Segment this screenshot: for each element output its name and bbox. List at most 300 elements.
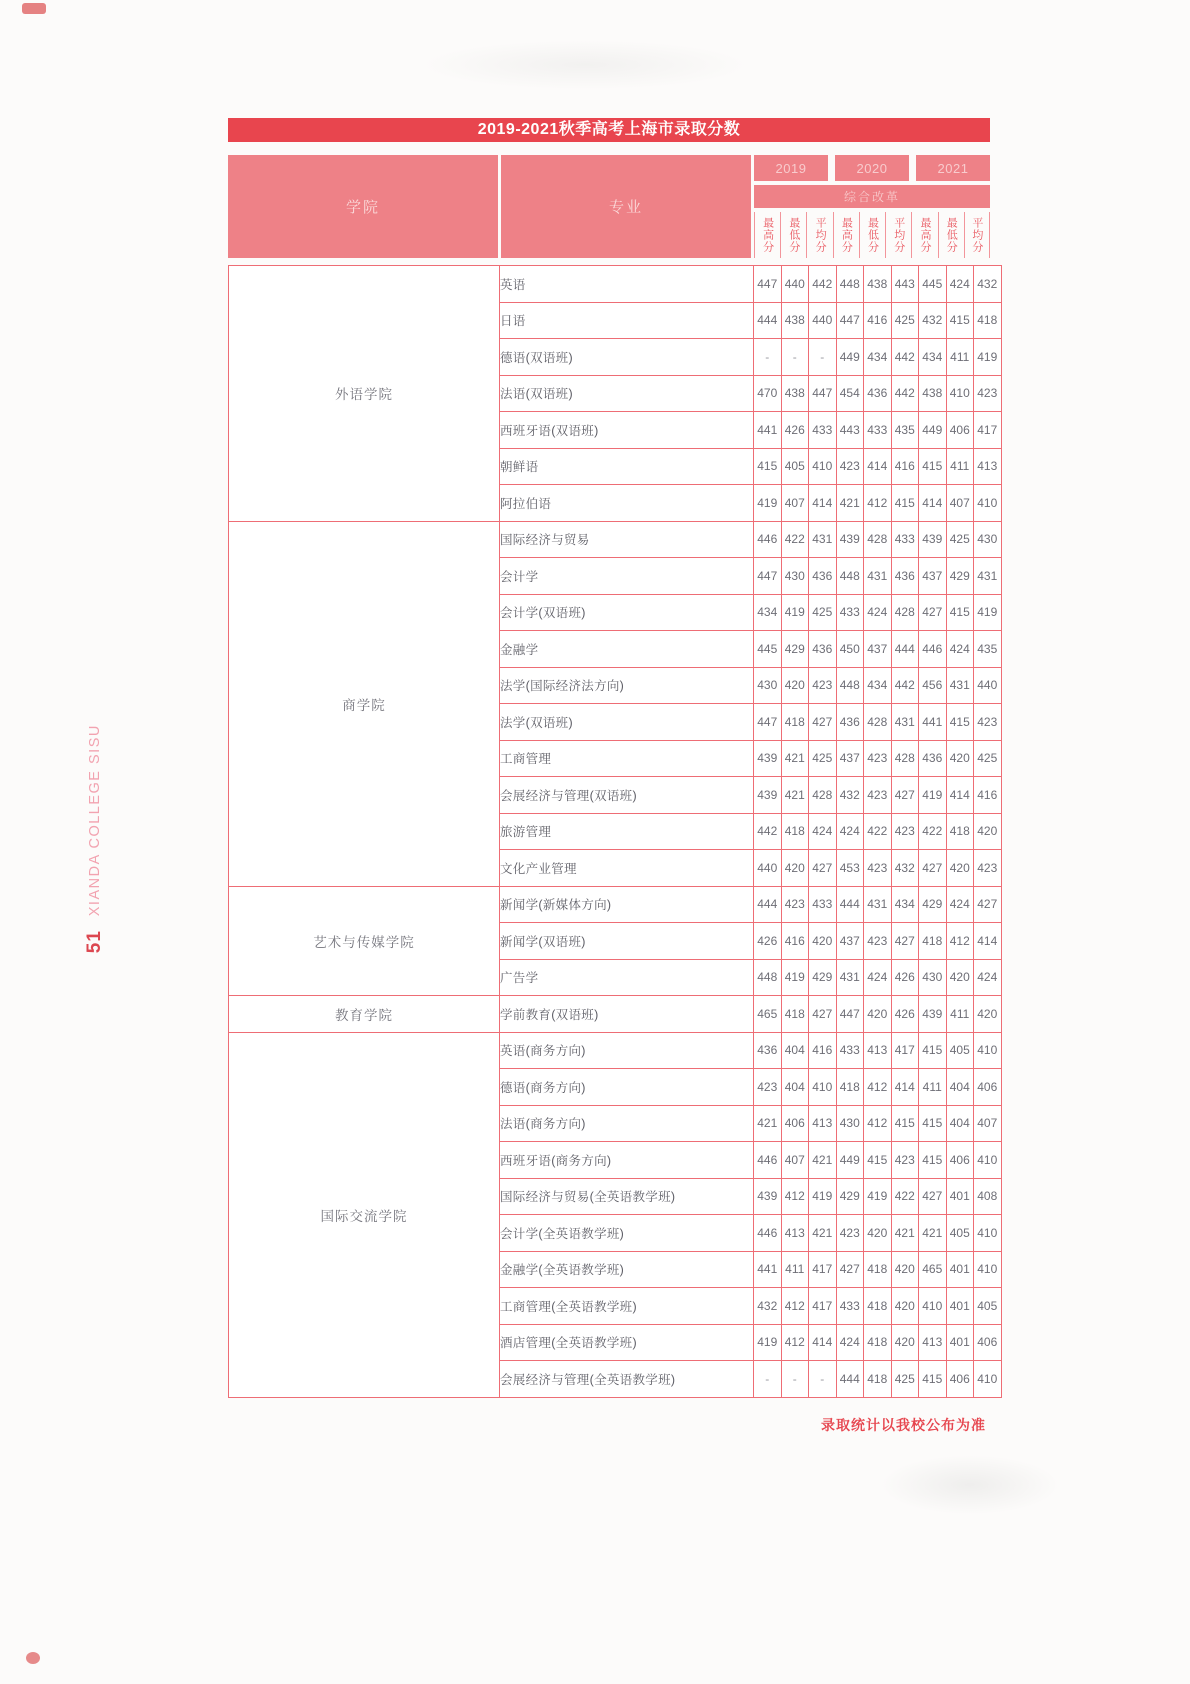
score-cell: 412 — [781, 1324, 809, 1361]
score-cell: 419 — [781, 594, 809, 631]
score-cell: 428 — [864, 704, 892, 741]
score-cell: 408 — [974, 1178, 1002, 1215]
major-cell: 德语(商务方向) — [500, 1069, 754, 1106]
score-cell: 447 — [754, 266, 782, 303]
score-cell: 414 — [891, 1069, 919, 1106]
score-cell: 413 — [864, 1032, 892, 1069]
score-cell: 427 — [974, 886, 1002, 923]
score-cell: - — [781, 339, 809, 376]
major-cell: 学前教育(双语班) — [500, 996, 754, 1033]
score-cell: 410 — [974, 1142, 1002, 1179]
major-cell: 德语(双语班) — [500, 339, 754, 376]
score-cell: 442 — [891, 375, 919, 412]
score-cell: 414 — [974, 923, 1002, 960]
score-cell: 420 — [891, 1288, 919, 1325]
score-cell: 439 — [919, 996, 947, 1033]
score-cell: 420 — [781, 667, 809, 704]
major-cell: 会展经济与管理(全英语教学班) — [500, 1361, 754, 1398]
score-cell: 437 — [836, 740, 864, 777]
score-cell: 416 — [891, 448, 919, 485]
score-cell: 407 — [946, 485, 974, 522]
score-cell: 433 — [891, 521, 919, 558]
major-cell: 国际经济与贸易(全英语教学班) — [500, 1178, 754, 1215]
score-cell: 424 — [836, 1324, 864, 1361]
score-cell: 442 — [891, 667, 919, 704]
score-cell: 423 — [974, 850, 1002, 887]
score-cell: 414 — [864, 448, 892, 485]
score-cell: 414 — [919, 485, 947, 522]
score-cell: 433 — [809, 412, 837, 449]
score-cell: 424 — [946, 266, 974, 303]
score-cell: 410 — [974, 485, 1002, 522]
score-cell: 442 — [809, 266, 837, 303]
score-cell: 421 — [809, 1215, 837, 1252]
score-cell: 419 — [919, 777, 947, 814]
major-cell: 工商管理(全英语教学班) — [500, 1288, 754, 1325]
page-bleed-mark — [26, 1652, 40, 1664]
score-cell: 419 — [754, 485, 782, 522]
score-cell: 420 — [809, 923, 837, 960]
score-cell: 425 — [809, 594, 837, 631]
score-cell: 405 — [946, 1032, 974, 1069]
score-cell: 411 — [781, 1251, 809, 1288]
score-cell: 427 — [891, 923, 919, 960]
college-column-header: 学院 — [228, 155, 498, 258]
score-cell: 448 — [836, 266, 864, 303]
score-cell: 418 — [946, 813, 974, 850]
score-cell: 431 — [864, 558, 892, 595]
major-cell: 新闻学(双语班) — [500, 923, 754, 960]
score-cell: 431 — [836, 959, 864, 996]
major-column-header: 专业 — [501, 155, 751, 258]
score-cell: 440 — [754, 850, 782, 887]
score-subheader: 平均分 — [885, 212, 911, 258]
score-cell: 423 — [836, 1215, 864, 1252]
score-cell: 424 — [946, 886, 974, 923]
score-cell: 427 — [836, 1251, 864, 1288]
score-cell: 429 — [919, 886, 947, 923]
score-cell: 427 — [919, 1178, 947, 1215]
score-subheader: 最低分 — [859, 212, 885, 258]
score-cell: 418 — [836, 1069, 864, 1106]
score-cell: 420 — [946, 850, 974, 887]
page-bleed-mark — [22, 3, 46, 14]
score-cell: 411 — [919, 1069, 947, 1106]
score-cell: 415 — [919, 448, 947, 485]
score-cell: 437 — [919, 558, 947, 595]
score-cell: 423 — [754, 1069, 782, 1106]
score-cell: 446 — [919, 631, 947, 668]
score-cell: 421 — [781, 740, 809, 777]
score-cell: 405 — [781, 448, 809, 485]
score-cell: 417 — [974, 412, 1002, 449]
college-cell: 外语学院 — [229, 266, 500, 522]
score-cell: 420 — [974, 996, 1002, 1033]
score-cell: - — [781, 1361, 809, 1398]
score-cell: 448 — [836, 558, 864, 595]
score-cell: 419 — [974, 594, 1002, 631]
score-cell: 414 — [809, 485, 837, 522]
score-cell: 441 — [919, 704, 947, 741]
score-cell: 438 — [781, 375, 809, 412]
score-cell: 439 — [754, 777, 782, 814]
score-cell: 421 — [836, 485, 864, 522]
score-cell: 420 — [946, 959, 974, 996]
major-cell: 法语(商务方向) — [500, 1105, 754, 1142]
score-cell: 407 — [974, 1105, 1002, 1142]
score-cell: 420 — [864, 1215, 892, 1252]
score-cell: 442 — [754, 813, 782, 850]
major-cell: 会展经济与管理(双语班) — [500, 777, 754, 814]
score-cell: 431 — [974, 558, 1002, 595]
major-cell: 会计学(全英语教学班) — [500, 1215, 754, 1252]
score-cell: 433 — [809, 886, 837, 923]
score-cell: 444 — [754, 302, 782, 339]
score-cell: 416 — [809, 1032, 837, 1069]
score-cell: 412 — [781, 1178, 809, 1215]
major-cell: 法学(双语班) — [500, 704, 754, 741]
score-cell: 438 — [919, 375, 947, 412]
score-cell: 447 — [836, 996, 864, 1033]
score-cell: 428 — [891, 594, 919, 631]
score-cell: 410 — [919, 1288, 947, 1325]
score-cell: 422 — [781, 521, 809, 558]
score-cell: 436 — [891, 558, 919, 595]
score-cell: 429 — [836, 1178, 864, 1215]
score-cell: 446 — [754, 1142, 782, 1179]
college-cell: 商学院 — [229, 521, 500, 886]
major-cell: 金融学 — [500, 631, 754, 668]
score-cell: 418 — [919, 923, 947, 960]
score-cell: 444 — [836, 1361, 864, 1398]
score-cell: 456 — [919, 667, 947, 704]
score-cell: 419 — [809, 1178, 837, 1215]
score-cell: 447 — [836, 302, 864, 339]
footer-note: 录取统计以我校公布为准 — [821, 1416, 986, 1433]
score-cell: 424 — [864, 959, 892, 996]
score-cell: 431 — [891, 704, 919, 741]
score-cell: 418 — [864, 1324, 892, 1361]
score-cell: 439 — [754, 1178, 782, 1215]
admission-score-table — [228, 118, 998, 1435]
score-cell: 442 — [891, 339, 919, 376]
score-cell: 445 — [754, 631, 782, 668]
table-header — [228, 155, 990, 258]
score-cell: 439 — [754, 740, 782, 777]
score-cell: 434 — [864, 339, 892, 376]
major-cell: 国际经济与贸易 — [500, 521, 754, 558]
year-header-2019: 2019 — [754, 155, 828, 181]
score-cell: 444 — [891, 631, 919, 668]
score-cell: 412 — [781, 1288, 809, 1325]
score-cell: 441 — [754, 1251, 782, 1288]
major-cell: 法语(双语班) — [500, 375, 754, 412]
major-cell: 朝鲜语 — [500, 448, 754, 485]
major-cell: 阿拉伯语 — [500, 485, 754, 522]
score-subheader: 平均分 — [964, 212, 990, 258]
score-cell: 450 — [836, 631, 864, 668]
score-cell: 438 — [781, 302, 809, 339]
score-cell: 436 — [809, 558, 837, 595]
score-cell: 404 — [946, 1105, 974, 1142]
score-cell: 423 — [891, 1142, 919, 1179]
score-cell: 423 — [781, 886, 809, 923]
score-cell: 418 — [864, 1251, 892, 1288]
score-cell: 426 — [891, 959, 919, 996]
scan-smudge — [420, 40, 750, 90]
score-cell: 418 — [781, 704, 809, 741]
score-cell: 419 — [864, 1178, 892, 1215]
score-cell: 415 — [919, 1105, 947, 1142]
score-cell: - — [809, 339, 837, 376]
score-cell: 470 — [754, 375, 782, 412]
score-cell: 420 — [864, 996, 892, 1033]
table-title: 2019-2021秋季高考上海市录取分数 — [228, 118, 990, 142]
score-cell: 415 — [919, 1142, 947, 1179]
score-cell: 415 — [919, 1361, 947, 1398]
score-cell: 425 — [891, 302, 919, 339]
score-subheaders-row — [754, 212, 990, 258]
major-cell: 西班牙语(双语班) — [500, 412, 754, 449]
score-cell: 436 — [919, 740, 947, 777]
score-cell: 443 — [836, 412, 864, 449]
score-cell: 410 — [974, 1361, 1002, 1398]
score-cell: 427 — [809, 850, 837, 887]
major-cell: 日语 — [500, 302, 754, 339]
score-cell: 434 — [891, 886, 919, 923]
score-cell: 436 — [836, 704, 864, 741]
score-cell: 436 — [864, 375, 892, 412]
major-cell: 新闻学(新媒体方向) — [500, 886, 754, 923]
score-cell: 454 — [836, 375, 864, 412]
score-cell: 410 — [974, 1215, 1002, 1252]
score-cell: 410 — [809, 448, 837, 485]
score-cell: 423 — [864, 740, 892, 777]
college-cell: 艺术与传媒学院 — [229, 886, 500, 996]
college-brand-text: XIANDA COLLEGE SISU — [87, 724, 103, 917]
score-cell: 427 — [891, 777, 919, 814]
score-cell: 432 — [974, 266, 1002, 303]
score-cell: 412 — [864, 485, 892, 522]
score-cell: 437 — [836, 923, 864, 960]
score-cell: 423 — [864, 777, 892, 814]
score-cell: 419 — [974, 339, 1002, 376]
score-cell: 404 — [781, 1032, 809, 1069]
score-cell: 426 — [754, 923, 782, 960]
scan-smudge — [880, 1455, 1060, 1515]
score-cell: 419 — [754, 1324, 782, 1361]
score-cell: 428 — [891, 740, 919, 777]
college-cell: 教育学院 — [229, 996, 500, 1033]
score-cell: 433 — [836, 594, 864, 631]
score-cell: 404 — [946, 1069, 974, 1106]
table-row — [229, 1032, 1002, 1069]
college-cell: 国际交流学院 — [229, 1032, 500, 1397]
score-cell: 446 — [754, 1215, 782, 1252]
score-cell: 406 — [946, 1142, 974, 1179]
score-cell: 413 — [781, 1215, 809, 1252]
score-cell: 424 — [864, 594, 892, 631]
score-cell: 447 — [754, 558, 782, 595]
score-cell: 465 — [919, 1251, 947, 1288]
reform-band: 综合改革 — [754, 185, 990, 208]
score-cell: 415 — [891, 485, 919, 522]
score-cell: 427 — [809, 704, 837, 741]
score-cell: 416 — [864, 302, 892, 339]
score-cell: 423 — [836, 448, 864, 485]
score-cell: 405 — [946, 1215, 974, 1252]
score-cell: 413 — [974, 448, 1002, 485]
score-cell: 430 — [754, 667, 782, 704]
score-cell: 415 — [891, 1105, 919, 1142]
score-cell: 410 — [809, 1069, 837, 1106]
major-cell: 会计学 — [500, 558, 754, 595]
score-cell: 421 — [891, 1215, 919, 1252]
score-cell: 433 — [836, 1288, 864, 1325]
major-cell: 西班牙语(商务方向) — [500, 1142, 754, 1179]
score-cell: 445 — [919, 266, 947, 303]
score-cell: 449 — [919, 412, 947, 449]
score-cell: 416 — [974, 777, 1002, 814]
score-cell: 410 — [974, 1251, 1002, 1288]
score-cell: 416 — [781, 923, 809, 960]
score-cell: 421 — [754, 1105, 782, 1142]
score-cell: 415 — [754, 448, 782, 485]
major-cell: 英语 — [500, 266, 754, 303]
score-cell: 406 — [946, 1361, 974, 1398]
score-cell: 417 — [809, 1288, 837, 1325]
score-cell: 415 — [946, 704, 974, 741]
score-cell: 422 — [864, 813, 892, 850]
score-cell: 434 — [864, 667, 892, 704]
score-cell: 406 — [946, 412, 974, 449]
score-cell: 435 — [891, 412, 919, 449]
year-header-2020: 2020 — [835, 155, 909, 181]
score-cell: 420 — [891, 1324, 919, 1361]
table-row — [229, 521, 1002, 558]
score-cell: 415 — [919, 1032, 947, 1069]
score-cell: 439 — [836, 521, 864, 558]
score-cell: 417 — [891, 1032, 919, 1069]
score-cell: 413 — [919, 1324, 947, 1361]
page-number: 51 — [84, 930, 105, 954]
score-cell: 415 — [864, 1142, 892, 1179]
score-cell: 423 — [864, 850, 892, 887]
score-cell: 411 — [946, 996, 974, 1033]
score-cell: 407 — [781, 485, 809, 522]
score-cell: 425 — [946, 521, 974, 558]
score-cell: 422 — [891, 1178, 919, 1215]
score-cell: 401 — [946, 1178, 974, 1215]
score-cell: 434 — [754, 594, 782, 631]
score-cell: 424 — [836, 813, 864, 850]
score-cell: 410 — [946, 375, 974, 412]
score-cell: 465 — [754, 996, 782, 1033]
score-cell: 415 — [946, 594, 974, 631]
score-cell: 423 — [809, 667, 837, 704]
score-cell: 417 — [809, 1251, 837, 1288]
score-cell: - — [754, 1361, 782, 1398]
score-cell: 423 — [974, 704, 1002, 741]
major-cell: 广告学 — [500, 959, 754, 996]
table-row — [229, 886, 1002, 923]
score-cell: 448 — [836, 667, 864, 704]
major-cell: 金融学(全英语教学班) — [500, 1251, 754, 1288]
score-cell: 432 — [919, 302, 947, 339]
score-subheader: 最高分 — [911, 212, 937, 258]
score-cell: 444 — [754, 886, 782, 923]
score-cell: 425 — [809, 740, 837, 777]
scores-grid — [228, 265, 1002, 1398]
score-cell: 439 — [919, 521, 947, 558]
score-cell: 453 — [836, 850, 864, 887]
score-cell: 429 — [946, 558, 974, 595]
score-cell: 431 — [864, 886, 892, 923]
score-subheader: 最高分 — [754, 212, 780, 258]
score-cell: 432 — [836, 777, 864, 814]
score-cell: 418 — [864, 1288, 892, 1325]
score-cell: 432 — [891, 850, 919, 887]
score-subheader: 平均分 — [806, 212, 832, 258]
major-cell: 英语(商务方向) — [500, 1032, 754, 1069]
score-cell: 430 — [836, 1105, 864, 1142]
score-subheader: 最低分 — [938, 212, 964, 258]
score-cell: 424 — [974, 959, 1002, 996]
score-cell: 427 — [919, 850, 947, 887]
score-cell: 448 — [754, 959, 782, 996]
score-subheader: 最低分 — [780, 212, 806, 258]
score-cell: 418 — [864, 1361, 892, 1398]
score-cell: 411 — [946, 448, 974, 485]
score-cell: 427 — [919, 594, 947, 631]
score-cell: 406 — [974, 1069, 1002, 1106]
score-cell: 407 — [781, 1142, 809, 1179]
score-cell: 401 — [946, 1324, 974, 1361]
score-cell: 447 — [809, 375, 837, 412]
score-cell: 431 — [809, 521, 837, 558]
score-cell: 426 — [781, 412, 809, 449]
major-cell: 法学(国际经济法方向) — [500, 667, 754, 704]
score-cell: 406 — [974, 1324, 1002, 1361]
score-cell: 424 — [809, 813, 837, 850]
score-cell: 443 — [891, 266, 919, 303]
score-cell: 437 — [864, 631, 892, 668]
score-cell: 420 — [946, 740, 974, 777]
score-cell: 419 — [781, 959, 809, 996]
score-cell: 449 — [836, 1142, 864, 1179]
score-cell: 421 — [781, 777, 809, 814]
year-headers-row — [754, 155, 990, 181]
score-cell: - — [809, 1361, 837, 1398]
score-cell: 427 — [809, 996, 837, 1033]
score-cell: 424 — [946, 631, 974, 668]
score-cell: 440 — [781, 266, 809, 303]
sidebar-rotated-text — [84, 724, 106, 953]
score-cell: 414 — [809, 1324, 837, 1361]
score-cell: 415 — [946, 302, 974, 339]
score-cell: 444 — [836, 886, 864, 923]
score-cell: 430 — [974, 521, 1002, 558]
score-cell: 449 — [836, 339, 864, 376]
score-cell: 412 — [864, 1105, 892, 1142]
score-cell: - — [754, 339, 782, 376]
score-cell: 440 — [974, 667, 1002, 704]
score-cell: 425 — [891, 1361, 919, 1398]
major-cell: 酒店管理(全英语教学班) — [500, 1324, 754, 1361]
score-cell: 430 — [781, 558, 809, 595]
score-cell: 412 — [946, 923, 974, 960]
score-cell: 432 — [754, 1288, 782, 1325]
